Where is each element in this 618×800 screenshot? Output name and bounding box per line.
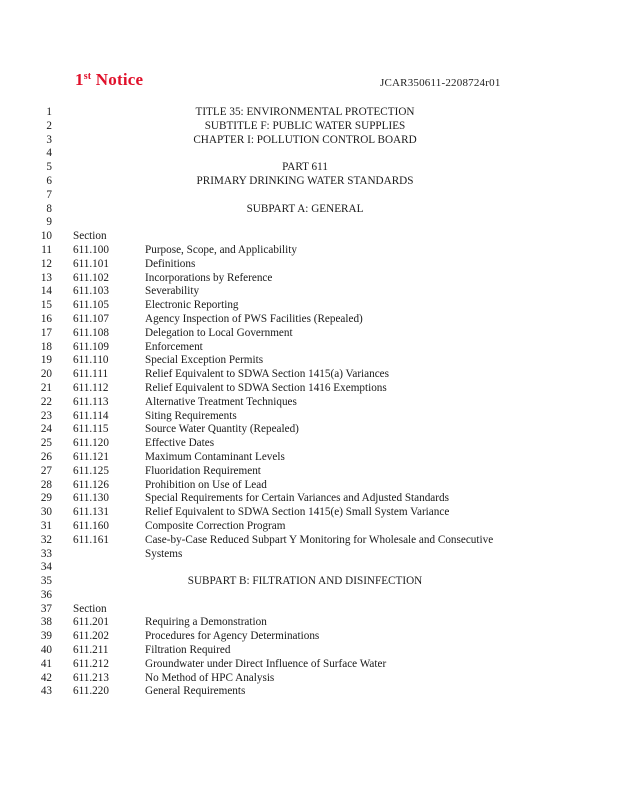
document-line xyxy=(0,189,618,203)
document-line xyxy=(0,603,618,617)
document-line xyxy=(0,106,618,120)
line-number: 12 xyxy=(40,257,52,270)
document-line xyxy=(0,561,618,575)
section-number: 611.113 xyxy=(73,395,109,408)
document-line xyxy=(0,644,618,658)
line-number: 1 xyxy=(46,106,52,118)
section-number: 611.107 xyxy=(73,312,109,325)
section-number: 611.100 xyxy=(73,243,109,256)
document-line xyxy=(0,354,618,368)
heading-text: CHAPTER I: POLLUTION CONTROL BOARD xyxy=(193,133,417,146)
document-line xyxy=(0,244,618,258)
document-line xyxy=(0,313,618,327)
section-number: 611.108 xyxy=(73,326,109,339)
heading-text: TITLE 35: ENVIRONMENTAL PROTECTION xyxy=(195,106,415,118)
heading-text: SUBPART B: FILTRATION AND DISINFECTION xyxy=(187,575,423,588)
document-line xyxy=(0,272,618,286)
line-number: 6 xyxy=(46,174,52,187)
line-number: 3 xyxy=(46,133,52,146)
section-title: Systems xyxy=(145,547,183,560)
section-number: 611.111 xyxy=(73,368,109,381)
section-title: Special Requirements for Certain Variances and Adjusted Standards xyxy=(145,492,449,505)
line-number: 10 xyxy=(40,230,52,243)
line-number: 31 xyxy=(40,519,52,532)
section-number: 611.160 xyxy=(73,519,109,532)
document-line xyxy=(0,630,618,644)
document-line xyxy=(0,299,618,313)
document-line xyxy=(0,437,618,451)
line-number: 26 xyxy=(40,450,52,463)
document-line xyxy=(0,423,618,437)
line-number: 11 xyxy=(41,243,52,256)
document-line xyxy=(0,216,618,230)
section-number: 611.110 xyxy=(73,354,109,367)
notice-label xyxy=(75,70,143,90)
section-title: Prohibition on Use of Lead xyxy=(145,478,267,491)
line-number: 30 xyxy=(40,506,52,519)
notice-ordinal: 1 xyxy=(75,70,84,89)
line-number: 43 xyxy=(40,685,52,698)
section-title: Alternative Treatment Techniques xyxy=(145,395,297,408)
line-number: 16 xyxy=(40,312,52,325)
section-number: 611.201 xyxy=(73,616,109,629)
section-title: Fluoridation Requirement xyxy=(145,464,261,477)
document-line xyxy=(0,285,618,299)
section-number: 611.211 xyxy=(73,644,109,657)
section-title: General Requirements xyxy=(145,685,246,698)
line-number: 9 xyxy=(46,216,52,229)
document-line xyxy=(0,479,618,493)
document-line xyxy=(0,451,618,465)
document-line xyxy=(0,658,618,672)
document-line xyxy=(0,520,618,534)
line-number: 40 xyxy=(40,644,52,657)
section-title: Filtration Required xyxy=(145,644,231,657)
line-number: 27 xyxy=(40,464,52,477)
section-number: 611.121 xyxy=(73,450,109,463)
section-title: Delegation to Local Government xyxy=(145,326,293,339)
document-line xyxy=(0,672,618,686)
document-line xyxy=(0,685,618,699)
section-number: 611.212 xyxy=(73,657,109,670)
section-number: 611.102 xyxy=(73,271,109,284)
section-number: 611.202 xyxy=(73,630,109,643)
line-number: 37 xyxy=(40,602,52,615)
line-number: 25 xyxy=(40,437,52,450)
document-line xyxy=(0,203,618,217)
line-number: 7 xyxy=(46,188,52,201)
line-number: 17 xyxy=(40,326,52,339)
document-line xyxy=(0,534,618,548)
section-title: Procedures for Agency Determinations xyxy=(145,630,320,643)
heading-text: PART 611 xyxy=(282,161,328,174)
section-title: Purpose, Scope, and Applicability xyxy=(145,243,297,256)
heading-text: SUBPART A: GENERAL xyxy=(246,202,364,215)
line-number: 20 xyxy=(40,368,52,381)
section-title: Electronic Reporting xyxy=(145,299,239,312)
document-line xyxy=(0,230,618,244)
section-title: Case-by-Case Reduced Subpart Y Monitoring for Wholesale and Consecutive xyxy=(145,533,494,546)
document-id: JCAR350611-2208724r01 xyxy=(380,77,501,89)
document-line xyxy=(0,465,618,479)
section-title: Source Water Quantity (Repealed) xyxy=(145,423,299,436)
heading-text: SUBTITLE F: PUBLIC WATER SUPPLIES xyxy=(204,119,406,132)
document-line xyxy=(0,175,618,189)
line-number: 28 xyxy=(40,478,52,491)
document-line xyxy=(0,616,618,630)
section-number: 611.131 xyxy=(73,506,109,519)
line-number: 5 xyxy=(46,161,52,174)
numbered-lines xyxy=(0,106,618,699)
section-title: Effective Dates xyxy=(145,437,215,450)
section-number: 611.161 xyxy=(73,533,109,546)
section-title: Siting Requirements xyxy=(145,409,237,422)
document-line xyxy=(0,327,618,341)
section-number: 611.101 xyxy=(73,257,109,270)
section-title: Incorporations by Reference xyxy=(145,271,273,284)
line-number: 22 xyxy=(40,395,52,408)
notice-word: Notice xyxy=(91,70,144,89)
line-number: 23 xyxy=(40,409,52,422)
document-line xyxy=(0,492,618,506)
section-number: 611.126 xyxy=(73,478,109,491)
section-title: Groundwater under Direct Influence of Surface Water xyxy=(145,657,387,670)
notice-ordinal-suffix: st xyxy=(83,71,92,82)
line-number: 14 xyxy=(40,285,52,298)
section-title: Relief Equivalent to SDWA Section 1415(e) Small System Variance xyxy=(145,506,450,519)
document-line xyxy=(0,506,618,520)
section-title: Requiring a Demonstration xyxy=(145,616,267,629)
section-number: 611.130 xyxy=(73,492,109,505)
section-number: 611.120 xyxy=(73,437,109,450)
section-title: Relief Equivalent to SDWA Section 1416 Exemptions xyxy=(145,381,387,394)
section-number: 611.103 xyxy=(73,285,109,298)
line-number: 38 xyxy=(40,616,52,629)
line-number: 21 xyxy=(40,381,52,394)
section-column-heading: Section xyxy=(73,602,107,615)
section-title: Maximum Contaminant Levels xyxy=(145,450,285,463)
document-line xyxy=(0,548,618,562)
document-line xyxy=(0,368,618,382)
line-number: 32 xyxy=(40,533,52,546)
section-title: Definitions xyxy=(145,257,196,270)
line-number: 41 xyxy=(40,657,52,670)
document-line xyxy=(0,258,618,272)
document-line xyxy=(0,589,618,603)
line-number: 4 xyxy=(46,147,52,160)
section-number: 611.105 xyxy=(73,299,109,312)
line-number: 34 xyxy=(40,561,52,574)
document-line xyxy=(0,396,618,410)
section-number: 611.115 xyxy=(73,423,109,436)
line-number: 24 xyxy=(40,423,52,436)
line-number: 29 xyxy=(40,492,52,505)
document-line xyxy=(0,161,618,175)
document-line xyxy=(0,575,618,589)
line-number: 8 xyxy=(46,202,52,215)
line-number: 19 xyxy=(40,354,52,367)
line-number: 39 xyxy=(40,630,52,643)
line-number: 42 xyxy=(40,671,52,684)
section-title: Enforcement xyxy=(145,340,203,353)
document-line xyxy=(0,120,618,134)
section-number: 611.125 xyxy=(73,464,109,477)
line-number: 13 xyxy=(40,271,52,284)
document-line xyxy=(0,147,618,161)
section-title: No Method of HPC Analysis xyxy=(145,671,275,684)
section-title: Special Exception Permits xyxy=(145,354,264,367)
line-number: 33 xyxy=(40,547,52,560)
line-number: 2 xyxy=(46,119,52,132)
document-line xyxy=(0,382,618,396)
document-line xyxy=(0,410,618,424)
heading-text: PRIMARY DRINKING WATER STANDARDS xyxy=(196,174,414,187)
section-title: Relief Equivalent to SDWA Section 1415(a) Variances xyxy=(145,368,389,381)
line-number: 36 xyxy=(40,588,52,601)
section-title: Agency Inspection of PWS Facilities (Repealed) xyxy=(145,312,363,325)
document-line xyxy=(0,341,618,355)
document-line xyxy=(0,134,618,148)
line-number: 18 xyxy=(40,340,52,353)
section-number: 611.112 xyxy=(73,381,109,394)
section-number: 611.213 xyxy=(73,671,109,684)
section-number: 611.114 xyxy=(73,409,109,422)
section-column-heading: Section xyxy=(73,230,107,243)
line-number: 15 xyxy=(40,299,52,312)
section-number: 611.220 xyxy=(73,685,109,698)
section-title: Composite Correction Program xyxy=(145,519,286,532)
section-title: Severability xyxy=(145,285,200,298)
section-number: 611.109 xyxy=(73,340,109,353)
line-number: 35 xyxy=(40,575,52,588)
